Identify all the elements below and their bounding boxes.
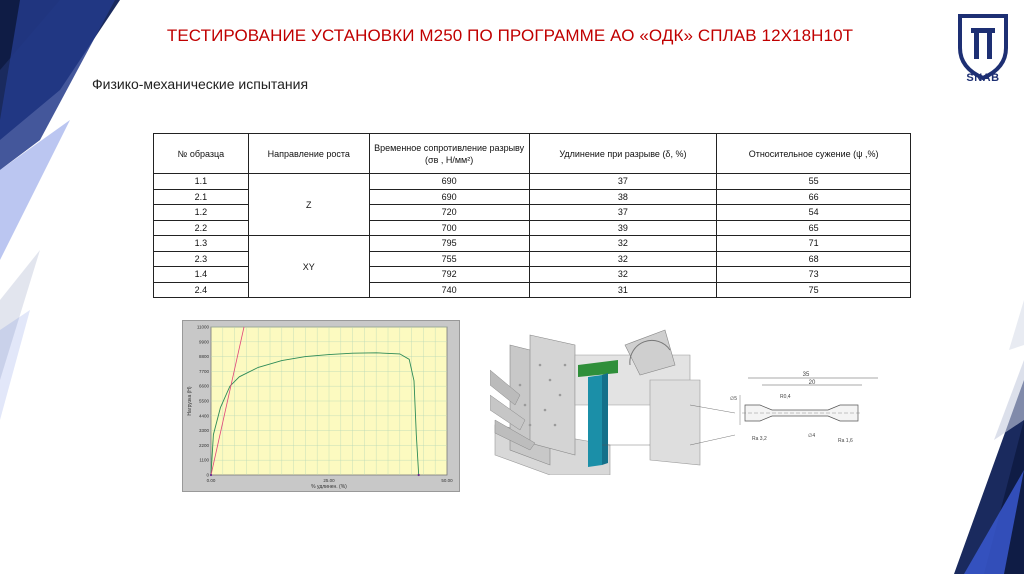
cell-sigma: 740 — [369, 282, 529, 298]
cell-delta: 32 — [529, 251, 717, 267]
y-tick-label: 6600 — [198, 383, 209, 389]
cell-delta: 38 — [529, 189, 717, 205]
specimen-drawing — [730, 372, 878, 444]
cell-delta: 32 — [529, 236, 717, 252]
table-row — [154, 174, 911, 190]
dim-r04: R0,4 — [780, 394, 791, 400]
cell-psi: 55 — [717, 174, 911, 190]
cell-sample-id: 2.3 — [154, 251, 249, 267]
header-direction: Направление роста — [248, 134, 369, 174]
cell-group-xy: XY — [248, 236, 369, 298]
dim-d5: ∅5 — [729, 396, 737, 402]
cell-delta: 37 — [529, 174, 717, 190]
y-tick-label: 1100 — [199, 457, 209, 463]
dim-ra16: Ra 1,6 — [838, 438, 853, 444]
y-tick-label: 5500 — [198, 398, 209, 404]
results-table — [153, 133, 911, 298]
x-axis-label: % удлинен. (%) — [311, 484, 347, 490]
cell-sample-id: 1.2 — [154, 205, 249, 221]
x-tick-label: 50.00 — [441, 478, 453, 483]
cell-sample-id: 1.4 — [154, 267, 249, 283]
y-tick-label: 8800 — [198, 354, 209, 360]
cell-sigma: 690 — [369, 189, 529, 205]
dim-20: 20 — [808, 380, 816, 386]
y-tick-label: 3300 — [198, 428, 209, 434]
dim-35: 35 — [802, 372, 810, 378]
header-tensile-strength: Временное сопротивление разрыву (σв , Н/мм²) — [369, 134, 529, 174]
cell-delta: 37 — [529, 205, 717, 221]
y-tick-label: 4400 — [198, 413, 209, 419]
x-tick-label: 25.00 — [323, 478, 335, 483]
x-tick-label: 0.00 — [206, 478, 216, 483]
slide-title: ТЕСТИРОВАНИЕ УСТАНОВКИ М250 ПО ПРОГРАММЕ АО «ОДК» СПЛАВ 12Х18Н10Т — [166, 26, 854, 45]
cell-sigma: 690 — [369, 174, 529, 190]
cell-sample-id: 2.1 — [154, 189, 249, 205]
specimen-3d-diagram — [490, 325, 890, 475]
cell-sigma: 755 — [369, 251, 529, 267]
header-sample-no: № образца — [154, 134, 249, 174]
cell-psi: 66 — [717, 189, 911, 205]
cell-psi: 73 — [717, 267, 911, 283]
tensile-chart — [182, 320, 460, 492]
cell-psi: 68 — [717, 251, 911, 267]
table-header-row — [154, 134, 911, 174]
cell-sample-id: 1.3 — [154, 236, 249, 252]
header-reduction: Относительное сужение (ψ ,%) — [717, 134, 911, 174]
logo-text: SNAB — [966, 72, 1000, 84]
y-tick-label: 2200 — [198, 442, 209, 448]
data-point — [418, 474, 420, 476]
cell-sigma: 700 — [369, 220, 529, 236]
tensile-chart-svg — [183, 321, 459, 491]
cell-sigma: 795 — [369, 236, 529, 252]
y-tick-label: 0 — [206, 472, 209, 478]
cell-psi: 65 — [717, 220, 911, 236]
cell-group-z: Z — [248, 174, 369, 236]
cell-sigma: 792 — [369, 267, 529, 283]
table-row — [154, 236, 911, 252]
section-subtitle: Физико-механические испытания — [92, 76, 309, 92]
cell-psi: 54 — [717, 205, 911, 221]
y-axis-label: Нагрузка (Н) — [187, 386, 193, 416]
cell-sample-id: 2.2 — [154, 220, 249, 236]
header-elongation: Удлинение при разрыве (δ, %) — [529, 134, 717, 174]
cell-sigma: 720 — [369, 205, 529, 221]
cell-psi: 75 — [717, 282, 911, 298]
cell-delta: 32 — [529, 267, 717, 283]
y-tick-label: 7700 — [198, 368, 209, 374]
cell-delta: 31 — [529, 282, 717, 298]
dim-d4: ∅4 — [808, 433, 816, 439]
cell-delta: 39 — [529, 220, 717, 236]
cell-sample-id: 1.1 — [154, 174, 249, 190]
cell-psi: 71 — [717, 236, 911, 252]
y-tick-label: 11000 — [196, 324, 209, 330]
data-point — [210, 474, 212, 476]
y-tick-label: 9900 — [198, 339, 209, 345]
dim-ra32: Ra 3,2 — [752, 436, 767, 442]
cell-sample-id: 2.4 — [154, 282, 249, 298]
